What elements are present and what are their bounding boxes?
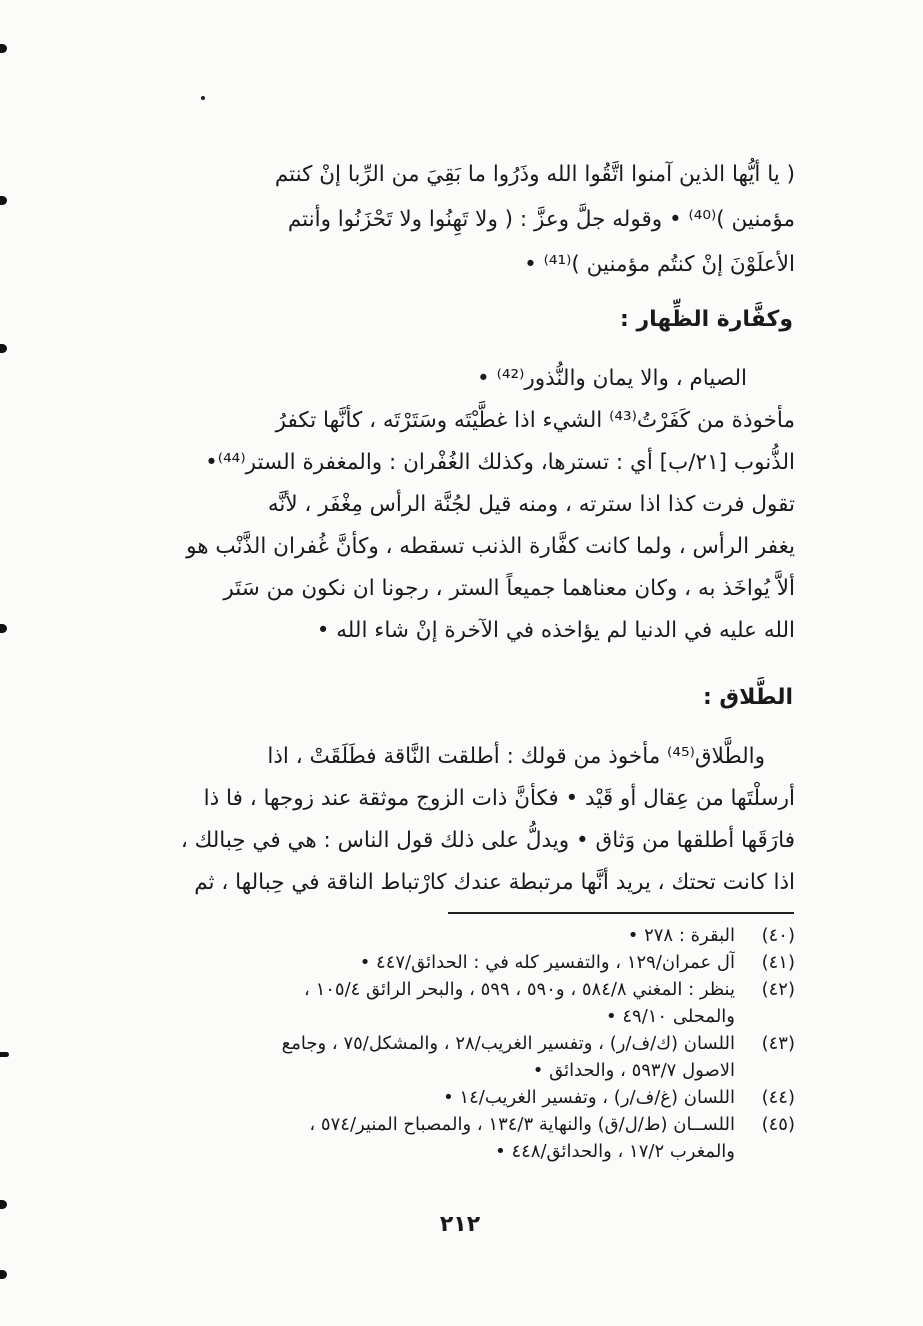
footnote-separator bbox=[448, 912, 794, 914]
footnote-item bbox=[140, 976, 795, 1030]
footnote-number: (٤٥) bbox=[761, 1114, 795, 1135]
section-heading-talaq: الطَّلاق : bbox=[702, 685, 793, 710]
verse-line: ( يا أيُّها الذين آمنوا اتَّقُوا الله وذَرُوا ما بَقِيَ من الرِّبا إنْ كنتم bbox=[274, 162, 795, 187]
footnote-number: (٤٤) bbox=[761, 1087, 795, 1108]
footnote-text bbox=[140, 1111, 735, 1165]
footnote-number: (٤٢) bbox=[761, 979, 795, 1000]
footnote-text bbox=[140, 1030, 735, 1084]
footnote-line: اللســان (ط/ل/ق) والنهاية ١٣٤/٣ ، والمصباح المنير/٥٧٤ ، bbox=[309, 1114, 735, 1135]
body-line: الصيام ، والا يمان والنُّذور⁽⁴²⁾ • bbox=[477, 366, 747, 391]
section-heading-kaffara: وكفَّارة الظِّهار : bbox=[619, 307, 793, 332]
footnote-text bbox=[140, 922, 735, 949]
footnote-line: اللسان (غ/ف/ر) ، وتفسير الغريب/١٤ • bbox=[443, 1087, 735, 1108]
scan-edge-mark bbox=[0, 1270, 7, 1279]
footnote-line: اللسان (ك/ف/ر) ، وتفسير الغريب/٢٨ ، والمشكل/٧٥ ، وجامع bbox=[281, 1033, 735, 1054]
verse-line: مؤمنين )⁽⁴⁰⁾ • وقوله جلَّ وعزَّ : ( ولا تَهِنُوا ولا تَحْزَنُوا وأنتم bbox=[287, 207, 795, 232]
footnote-item bbox=[140, 949, 795, 976]
body-line: الذُّنوب [٢١/ب] أي : تسترها، وكذلك الغُفْران : والمغفرة الستر⁽⁴⁴⁾• bbox=[205, 450, 795, 475]
scan-edge-mark bbox=[0, 1052, 9, 1057]
footnote-line: آل عمران/١٢٩ ، والتفسير كله في : الحدائق/٤٤٧ • bbox=[359, 952, 735, 973]
talaq-paragraph bbox=[140, 736, 795, 904]
scan-edge-mark bbox=[0, 1200, 7, 1209]
scan-edge-mark bbox=[0, 344, 7, 353]
footnote-number: (٤١) bbox=[761, 952, 795, 973]
footnote-line: ينظر : المغني ٥٨٤/٨ ، و٥٩٠ ، ٥٩٩ ، والبحر الرائق ١٠٥/٤ ، bbox=[304, 979, 735, 1000]
footnote-text bbox=[140, 976, 735, 1030]
scan-edge-mark bbox=[0, 44, 7, 53]
body-line: ألاَّ يُواخَذ به ، وكان معناهما جميعاً الستر ، رجونا ان نكون من سَتَر bbox=[223, 576, 795, 601]
body-line: مأخوذة من كَفَرْتُ⁽⁴³⁾ الشيء اذا غطَّيْتَه وسَتَرْتَه ، كأنَّها تكفرُ bbox=[275, 408, 795, 433]
footnote-text bbox=[140, 1084, 735, 1111]
scan-speck bbox=[201, 96, 205, 100]
footnote-line: البقرة : ٢٧٨ • bbox=[627, 925, 735, 946]
body-line: يغفر الرأس ، ولما كانت كفَّارة الذنب تسقطه ، وكأنَّ غُفران الذَّنْب هو bbox=[186, 534, 795, 559]
body-line: والطَّلاق⁽⁴⁵⁾ مأخوذ من قولك : أطلقت النَّاقة فطَلَقَتْ ، اذا bbox=[267, 744, 765, 769]
footnotes bbox=[140, 922, 795, 1165]
footnote-number: (٤٠) bbox=[761, 925, 795, 946]
footnote-item bbox=[140, 922, 795, 949]
body-line: الله عليه في الدنيا لم يؤاخذه في الآخرة إنْ شاء الله • bbox=[316, 618, 795, 643]
scan-edge-mark bbox=[0, 624, 7, 633]
footnote-number: (٤٣) bbox=[761, 1033, 795, 1054]
footnote-item bbox=[140, 1084, 795, 1111]
footnote-item bbox=[140, 1111, 795, 1165]
footnote-line: والمغرب ١٧/٢ ، والحدائق/٤٤٨ • bbox=[495, 1141, 735, 1162]
body-line: فارَقَها أطلقها من وَثاق • ويدلُّ على ذلك قول الناس : هي في حِبالك ، bbox=[180, 828, 795, 853]
body-line: اذا كانت تحتك ، يريد أنَّها مرتبطة عندك كارْتباط الناقة في حِبالها ، ثم bbox=[194, 870, 795, 895]
footnote-line: الاصول ٥٩٣/٧ ، والحدائق • bbox=[532, 1060, 735, 1081]
body-line: تقول فرت كذا اذا سترته ، ومنه قيل لجُنَّة الرأس مِغْفَر ، لأنَّه bbox=[267, 492, 795, 517]
scan-edge-mark bbox=[0, 196, 7, 205]
footnote-item bbox=[140, 1030, 795, 1084]
kaffara-paragraph bbox=[140, 358, 795, 652]
verse-paragraph bbox=[140, 152, 795, 287]
body-line: أرسلْتَها من عِقال أو قَيْد • فكأنَّ ذات الزوج موثقة عند زوجها ، فا ذا bbox=[203, 786, 795, 811]
verse-line: الأعلَوْنَ إنْ كنتُم مؤمنين )⁽⁴¹⁾ • bbox=[524, 252, 795, 277]
footnote-text bbox=[140, 949, 735, 976]
footnote-line: والمحلى ٤٩/١٠ • bbox=[606, 1006, 735, 1027]
page-number: ٢١٢ bbox=[439, 1212, 481, 1237]
